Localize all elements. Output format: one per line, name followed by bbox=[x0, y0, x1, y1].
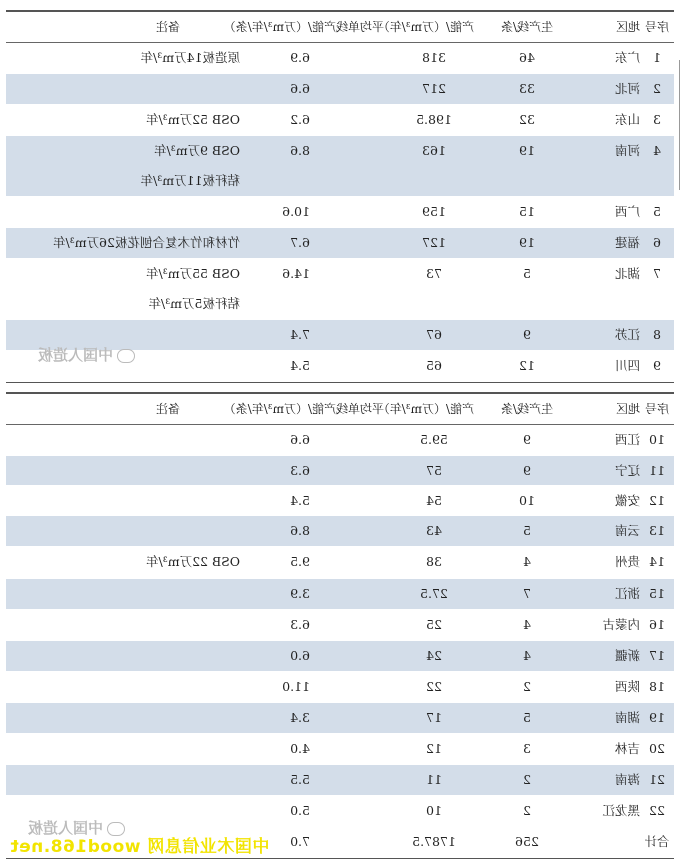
table-row bbox=[6, 765, 674, 795]
cell-capacity: 38 bbox=[426, 554, 442, 569]
table-row bbox=[6, 136, 674, 196]
cell-capacity: 159 bbox=[422, 204, 446, 219]
cell-note bbox=[8, 641, 240, 671]
header-avg: 平均单线产能/（万m³/年/条） bbox=[223, 402, 384, 416]
cell-avg: 6.9 bbox=[290, 50, 310, 65]
cell-lines: 5 bbox=[523, 710, 531, 725]
cell-avg: 3.9 bbox=[290, 586, 310, 601]
cell-region: 河南 bbox=[614, 143, 640, 158]
cell-no: 21 bbox=[649, 772, 665, 787]
cell-avg: 5.4 bbox=[290, 493, 310, 508]
cell-note: OSB 52万m³/年 bbox=[146, 112, 240, 127]
table-row bbox=[6, 610, 674, 640]
cell-capacity: 54 bbox=[426, 493, 442, 508]
cell-avg: 5.5 bbox=[290, 772, 310, 787]
table-row bbox=[6, 425, 674, 455]
cell-note: 竹材和竹木复合刨花板26万m³/年 bbox=[53, 235, 240, 250]
cell-no: 9 bbox=[653, 358, 661, 373]
cell-no: 11 bbox=[649, 463, 665, 478]
cell-avg: 10.6 bbox=[282, 204, 310, 219]
table-row bbox=[6, 228, 674, 258]
cell-no: 17 bbox=[649, 648, 665, 663]
cell-avg: 6.0 bbox=[290, 648, 310, 663]
cell-avg: 9.5 bbox=[290, 554, 310, 569]
cell-no: 12 bbox=[649, 493, 665, 508]
cell-note bbox=[8, 703, 240, 733]
cell-lines: 2 bbox=[523, 772, 531, 787]
cell-region: 吉林 bbox=[614, 741, 640, 756]
cell-no: 1 bbox=[653, 50, 661, 65]
cell-region bbox=[582, 827, 640, 857]
cell-lines: 9 bbox=[523, 327, 531, 342]
cell-capacity: 73 bbox=[426, 266, 442, 281]
cell-region: 广西 bbox=[614, 204, 640, 219]
cell-capacity: 198.5 bbox=[416, 112, 452, 127]
cell-avg: 6.6 bbox=[290, 432, 310, 447]
cell-region: 湖南 bbox=[614, 710, 640, 725]
header-capacity: 产能/（万m³/年） bbox=[377, 20, 474, 34]
cell-avg: 6.3 bbox=[290, 617, 310, 632]
table-row bbox=[6, 547, 674, 578]
cell-capacity: 318 bbox=[422, 50, 446, 65]
cell-note bbox=[8, 765, 240, 795]
cell-lines: 256 bbox=[515, 834, 539, 849]
header-avg: 平均单线产能/（万m³/年/条） bbox=[223, 20, 384, 34]
cell-avg: 11.0 bbox=[282, 679, 310, 694]
cell-note: OSB 55万m³/年 bbox=[146, 266, 240, 281]
cell-note: OSB 22万m³/年 bbox=[146, 554, 240, 569]
cell-lines: 4 bbox=[523, 554, 531, 569]
wechat-watermark bbox=[38, 344, 135, 365]
cell-capacity: 163 bbox=[422, 143, 446, 158]
cell-capacity: 24 bbox=[426, 648, 442, 663]
cell-no: 2 bbox=[653, 81, 661, 96]
capacity-table-2 bbox=[6, 392, 674, 854]
cell-avg: 6.3 bbox=[290, 463, 310, 478]
table-row bbox=[6, 105, 674, 135]
cell-region: 安徽 bbox=[614, 493, 640, 508]
cell-capacity: 67 bbox=[426, 327, 442, 342]
cell-no: 7 bbox=[653, 266, 661, 281]
cell-lines: 4 bbox=[523, 648, 531, 663]
cell-note: 原造板14万m³/年 bbox=[140, 50, 240, 65]
table-row bbox=[6, 486, 674, 515]
cell-avg: 3.4 bbox=[290, 710, 310, 725]
cell-note bbox=[8, 516, 240, 546]
cell-capacity: 11 bbox=[426, 772, 442, 787]
table-row bbox=[6, 703, 674, 733]
cell-capacity: 57 bbox=[426, 463, 442, 478]
header-note: 备注 bbox=[155, 20, 180, 34]
cell-region: 江西 bbox=[614, 432, 640, 447]
table-row bbox=[6, 641, 674, 671]
cell-note bbox=[8, 197, 240, 227]
cell-lines: 46 bbox=[519, 50, 535, 65]
cell-no: 6 bbox=[653, 235, 661, 250]
cell-no: 22 bbox=[649, 803, 665, 818]
cell-note bbox=[8, 74, 240, 104]
cell-capacity: 127 bbox=[422, 235, 446, 250]
cell-note bbox=[8, 734, 240, 764]
cell-region: 贵州 bbox=[614, 554, 640, 569]
cell-avg: 5.4 bbox=[290, 358, 310, 373]
table-row bbox=[6, 734, 674, 764]
cell-lines: 3 bbox=[523, 741, 531, 756]
header-lines: 生产线/条 bbox=[500, 402, 554, 416]
cell-lines: 9 bbox=[523, 432, 531, 447]
cell-region: 河北 bbox=[614, 81, 640, 96]
capacity-table-1 bbox=[6, 10, 674, 376]
cell-no: 19 bbox=[649, 710, 665, 725]
cell-region: 海南 bbox=[614, 772, 640, 787]
table-bottom-rule bbox=[6, 382, 674, 383]
cell-region: 黑龙江 bbox=[602, 803, 640, 818]
table-row bbox=[6, 456, 674, 485]
table-row bbox=[6, 43, 674, 73]
cell-avg: 7.0 bbox=[290, 834, 310, 849]
wechat-icon bbox=[117, 349, 135, 363]
cell-note bbox=[8, 672, 240, 702]
cell-lines: 19 bbox=[519, 235, 535, 250]
cell-lines: 12 bbox=[519, 358, 535, 373]
cell-note bbox=[8, 425, 240, 455]
cell-no: 16 bbox=[649, 617, 665, 632]
cell-capacity: 59.5 bbox=[420, 432, 448, 447]
cell-capacity: 27.5 bbox=[420, 586, 448, 601]
header-lines: 生产线/条 bbox=[500, 20, 554, 34]
cell-avg: 8.6 bbox=[290, 523, 310, 538]
cell-lines: 4 bbox=[523, 617, 531, 632]
table-row bbox=[6, 579, 674, 609]
header-region: 地区 bbox=[615, 20, 640, 34]
cell-capacity: 22 bbox=[426, 679, 442, 694]
cell-lines: 2 bbox=[523, 679, 531, 694]
cell-no: 18 bbox=[649, 679, 665, 694]
header-no: 序号 bbox=[645, 20, 670, 34]
cell-avg: 7.4 bbox=[290, 327, 310, 342]
cell-no: 15 bbox=[649, 586, 665, 601]
cell-note bbox=[8, 486, 240, 516]
wechat-watermark-text: 中国人造板 bbox=[37, 346, 113, 364]
cell-note-line2: 秸秆板5万m³/年 bbox=[148, 296, 240, 311]
cell-avg: 14.6 bbox=[282, 266, 310, 281]
cell-region: 山东 bbox=[614, 112, 640, 127]
cell-avg: 6.6 bbox=[290, 81, 310, 96]
cell-no: 3 bbox=[653, 112, 661, 127]
cell-region: 内蒙古 bbox=[602, 617, 640, 632]
table-row bbox=[6, 74, 674, 104]
header-note: 备注 bbox=[155, 402, 180, 416]
cell-note-line2: 秸秆板11万m³/年 bbox=[140, 173, 240, 188]
cell-capacity: 12 bbox=[426, 741, 442, 756]
cell-no: 合计 bbox=[644, 834, 670, 849]
wechat-watermark-text: 中国人造板 bbox=[27, 819, 103, 837]
cell-avg: 6.7 bbox=[290, 235, 310, 250]
table-header bbox=[6, 12, 674, 43]
cell-note bbox=[8, 610, 240, 640]
cell-avg: 4.0 bbox=[290, 741, 310, 756]
cell-note: OSB 9万m³/年 bbox=[154, 143, 240, 158]
cell-no: 13 bbox=[649, 523, 665, 538]
table-row bbox=[6, 516, 674, 546]
cell-lines: 7 bbox=[523, 586, 531, 601]
cell-lines: 5 bbox=[523, 523, 531, 538]
cell-region: 新疆 bbox=[614, 648, 640, 663]
cell-capacity: 17 bbox=[426, 710, 442, 725]
table-bottom-rule bbox=[6, 858, 674, 859]
cell-avg: 8.6 bbox=[290, 143, 310, 158]
cell-region: 浙江 bbox=[614, 586, 640, 601]
table-row bbox=[6, 197, 674, 227]
cell-note bbox=[8, 579, 240, 609]
cell-capacity: 65 bbox=[426, 358, 442, 373]
cell-lines: 9 bbox=[523, 463, 531, 478]
cell-region: 福建 bbox=[614, 235, 640, 250]
cell-region: 湖北 bbox=[614, 266, 640, 281]
cell-region: 广东 bbox=[614, 50, 640, 65]
cell-no: 4 bbox=[653, 143, 661, 158]
header-capacity: 产能/（万m³/年） bbox=[377, 402, 474, 416]
cell-capacity: 1787.5 bbox=[412, 834, 456, 849]
cell-no: 8 bbox=[653, 327, 661, 342]
cell-region: 云南 bbox=[614, 523, 640, 538]
cell-no: 10 bbox=[649, 432, 665, 447]
table-row bbox=[6, 672, 674, 702]
cell-avg: 5.0 bbox=[290, 803, 310, 818]
table-row bbox=[6, 259, 674, 319]
cell-region: 江苏 bbox=[614, 327, 640, 342]
cell-capacity: 25 bbox=[426, 617, 442, 632]
cell-capacity: 10 bbox=[426, 803, 442, 818]
cell-no: 14 bbox=[649, 554, 665, 569]
table-header bbox=[6, 394, 674, 425]
cell-lines: 2 bbox=[523, 803, 531, 818]
cell-note bbox=[8, 456, 240, 486]
cell-region: 四川 bbox=[614, 358, 640, 373]
cell-lines: 5 bbox=[523, 266, 531, 281]
cell-no: 5 bbox=[653, 204, 661, 219]
cell-region: 陕西 bbox=[614, 679, 640, 694]
cell-capacity: 217 bbox=[422, 81, 446, 96]
cell-lines: 15 bbox=[519, 204, 535, 219]
cell-avg: 6.2 bbox=[290, 112, 310, 127]
cell-lines: 19 bbox=[519, 143, 535, 158]
site-watermark: 中国木业信息网 wood168.net bbox=[10, 837, 270, 857]
cell-no: 20 bbox=[649, 741, 665, 756]
cell-capacity: 43 bbox=[426, 523, 442, 538]
cell-lines: 32 bbox=[519, 112, 535, 127]
header-region: 地区 bbox=[615, 402, 640, 416]
cell-region: 辽宁 bbox=[614, 463, 640, 478]
cell-lines: 33 bbox=[519, 81, 535, 96]
header-no: 序号 bbox=[645, 402, 670, 416]
cell-lines: 10 bbox=[519, 493, 535, 508]
